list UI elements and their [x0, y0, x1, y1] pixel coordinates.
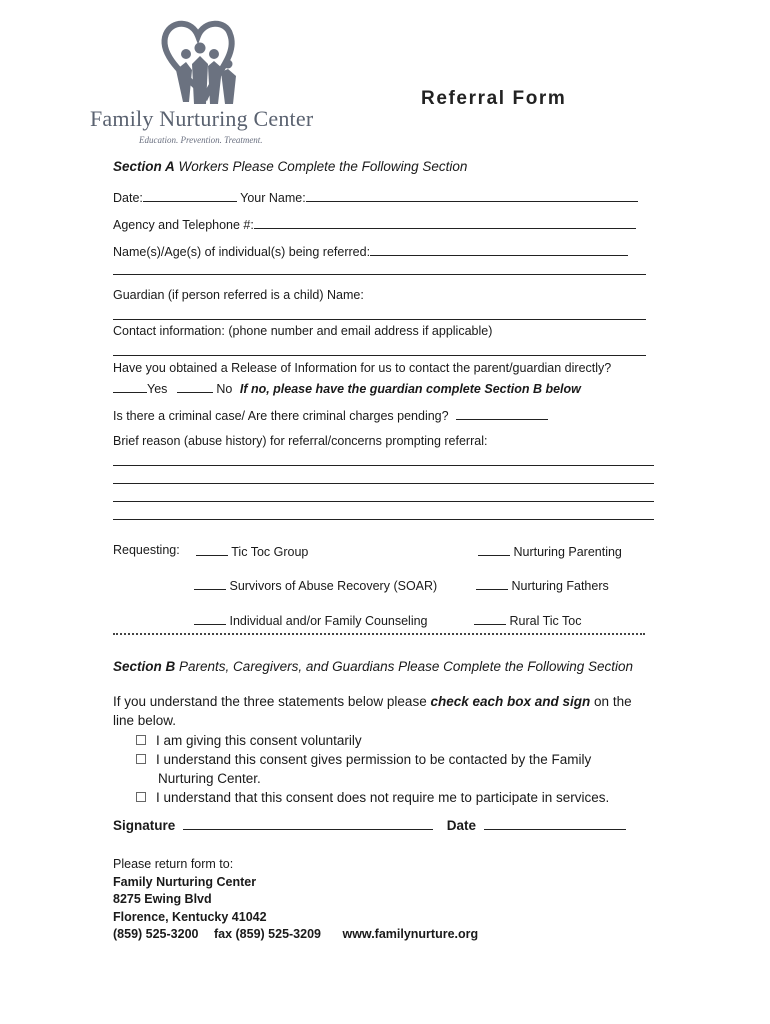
section-a-label: Section A [113, 159, 175, 174]
return-phone: (859) 525-3200 [113, 927, 199, 941]
consent-text-2: I understand this consent gives permission to be contacted by the Family [156, 752, 592, 767]
release-answer-row [113, 380, 581, 397]
nurturing-parenting-field[interactable] [478, 543, 510, 556]
release-note: If no, please have the guardian complete Section B below [239, 382, 581, 396]
consent-checkbox-3[interactable] [136, 792, 146, 802]
counseling-label: Individual and/or Family Counseling [229, 614, 428, 628]
reason-line-4[interactable] [113, 519, 654, 520]
rural-tic-toc-field[interactable] [474, 612, 506, 625]
section-a-heading [113, 159, 467, 174]
consent-checkbox-1[interactable] [136, 735, 146, 745]
counseling-field[interactable] [194, 612, 226, 625]
consent-item-1 [136, 731, 609, 750]
tic-toc-group-label: Tic Toc Group [231, 545, 309, 559]
consent-text-1: I am giving this consent voluntarily [156, 733, 362, 748]
agency-row [113, 216, 636, 233]
names-field[interactable] [370, 243, 628, 256]
reason-line-2[interactable] [113, 483, 654, 484]
no-field[interactable] [177, 380, 213, 393]
sig-date-label: Date [446, 818, 477, 833]
signature-row [113, 817, 626, 833]
signature-label: Signature [113, 818, 176, 833]
return-fax: fax (859) 525-3209 [213, 927, 321, 941]
return-contact-row [113, 926, 478, 944]
consent-item-3 [136, 788, 609, 807]
section-b-heading [113, 659, 633, 674]
service-rural-tic-toc [474, 612, 582, 629]
form-title: Referral Form [421, 88, 567, 109]
criminal-field[interactable] [456, 407, 548, 420]
section-b-title: Parents, Caregivers, and Guardians Please Complete the Following Section [179, 659, 634, 674]
return-block [113, 856, 478, 944]
intro-text: If you understand the three statements below please [113, 694, 427, 709]
consent-item-2 [136, 750, 609, 769]
reason-label: Brief reason (abuse history) for referral/concerns prompting referral: [113, 434, 488, 448]
reason-line-1[interactable] [113, 465, 654, 466]
agency-label: Agency and Telephone #: [113, 218, 254, 232]
date-label: Date: [113, 191, 143, 205]
logo-tagline: Education. Prevention. Treatment. [139, 135, 263, 145]
soar-label: Survivors of Abuse Recovery (SOAR) [229, 579, 438, 593]
names-field-line-2[interactable] [113, 274, 646, 275]
service-nurturing-fathers [476, 577, 609, 594]
contact-field[interactable] [113, 355, 646, 356]
nurturing-fathers-field[interactable] [476, 577, 508, 590]
your-name-label: Your Name: [240, 191, 306, 205]
nurturing-fathers-label: Nurturing Fathers [511, 579, 609, 593]
date-row [113, 189, 638, 206]
nurturing-parenting-label: Nurturing Parenting [513, 545, 622, 559]
intro-emphasis: check each box and sign [430, 694, 591, 709]
release-question: Have you obtained a Release of Information for us to contact the parent/guardian directly? [113, 361, 612, 375]
return-street: 8275 Ewing Blvd [113, 892, 212, 906]
sig-date-field[interactable] [484, 817, 626, 830]
tic-toc-group-field[interactable] [196, 543, 228, 556]
service-counseling [194, 612, 428, 629]
consent-text-3: I understand that this consent does not require me to participate in services. [156, 790, 610, 805]
names-row [113, 243, 628, 260]
return-label: Please return form to: [113, 857, 234, 871]
criminal-question: Is there a criminal case/ Are there criminal charges pending? [113, 409, 449, 423]
requesting-label: Requesting: [113, 543, 180, 557]
return-org: Family Nurturing Center [113, 874, 257, 889]
section-b-intro [113, 692, 632, 730]
guardian-label: Guardian (if person referred is a child) Name: [113, 288, 364, 302]
intro-line-2: line below. [113, 713, 177, 728]
reason-line-3[interactable] [113, 501, 654, 502]
names-label: Name(s)/Age(s) of individual(s) being referred: [113, 245, 371, 259]
section-a-title: Workers Please Complete the Following Section [178, 159, 468, 174]
section-divider [113, 633, 645, 635]
signature-field[interactable] [183, 817, 433, 830]
return-city: Florence, Kentucky 41042 [113, 909, 267, 924]
logo-name: Family Nurturing Center [90, 106, 314, 131]
service-soar [194, 577, 437, 594]
agency-field[interactable] [254, 216, 636, 229]
intro-text-end: on the [594, 694, 632, 709]
section-b-label: Section B [113, 659, 176, 674]
soar-field[interactable] [194, 577, 226, 590]
rural-tic-toc-label: Rural Tic Toc [509, 614, 582, 628]
yes-field[interactable] [113, 380, 147, 393]
no-label: No [216, 382, 233, 396]
criminal-row [113, 407, 548, 424]
return-web[interactable]: www.familynurture.org [342, 927, 479, 941]
consent-item-2-cont: Nurturing Center. [158, 771, 261, 786]
yes-label: Yes [147, 382, 168, 396]
consent-checkbox-2[interactable] [136, 754, 146, 764]
your-name-field[interactable] [306, 189, 638, 202]
contact-label: Contact information: (phone number and email address if applicable) [113, 324, 493, 338]
date-field[interactable] [143, 189, 237, 202]
service-nurturing-parenting [478, 543, 622, 560]
service-tic-toc-group [196, 543, 308, 560]
consent-list [136, 731, 609, 807]
guardian-field[interactable] [113, 319, 646, 320]
